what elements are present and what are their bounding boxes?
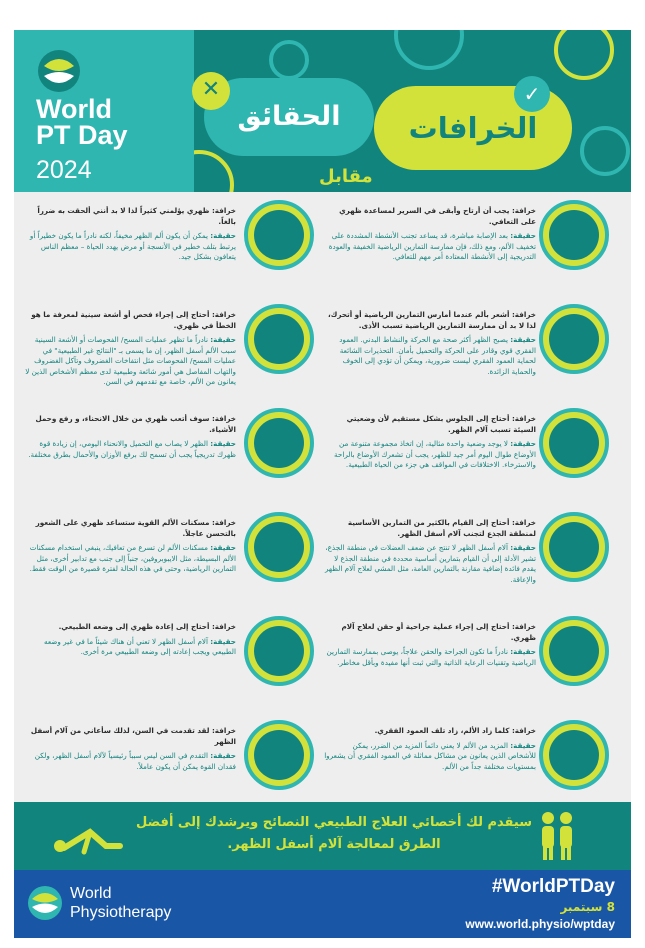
myth-label: خرافة: xyxy=(511,726,536,735)
myth-statement: أحتاج إلى إجراء فحص أو أشعة سينية لمعرفة ما هو الخطأ في ظهري. xyxy=(31,310,236,330)
myth-statement: لقد تقدمت في السن، لذلك سأعاني من آلام أسفل الظهر xyxy=(30,726,236,746)
fact-text xyxy=(24,751,236,772)
fact-text xyxy=(24,637,236,658)
fact-label: حقيقة: xyxy=(210,636,236,646)
fact-statement: يصبح الظهر أكثر صحة مع الحركة والنشاط البدني. العمود الفقري قوي وقادر على الحركة والتحميل بأمان. التحذيرات الشائعة لحماية العمود الفقري ليست ضرورية، ويمكن أن تؤدي إلى الخوف والحماية الزائدة. xyxy=(339,335,536,376)
fact-text xyxy=(24,335,236,388)
fact-label: حقيقة: xyxy=(210,751,236,760)
card-text xyxy=(324,726,536,772)
myth-label: خرافة: xyxy=(211,622,236,631)
poster xyxy=(14,30,631,938)
myth-text xyxy=(24,310,236,331)
card-text xyxy=(24,310,236,388)
card-text xyxy=(24,726,236,772)
fact-text xyxy=(324,741,536,773)
facts-title: الحقائق xyxy=(237,101,341,132)
fact-statement: لا يوجد وضعية واحدة مثالية، إن اتخاذ مجموعة متنوعة من الأوضاع طوال اليوم أمر جيد للظهر، يجب أن تشعرك الأوضاع بالراحة والاسترخاء. الاختلافات في المواقف هي جزء من الحياة الطبيعية. xyxy=(334,439,536,469)
fact-label: حقيقة: xyxy=(510,231,536,240)
icon-core xyxy=(254,730,304,780)
icon-core xyxy=(549,730,599,780)
myth-fact-card xyxy=(24,614,324,718)
myth-text xyxy=(324,310,536,331)
myth-statement: أحتاج إلى الجلوس بشكل مستقيم لأن وضعيتي السيئة تسبب آلام الظهر. xyxy=(346,414,536,434)
fact-statement: يمكن أن يكون ألم الظهر مخيفاً، لكنه نادراً ما يكون خطيراً أو يرتبط بتلف خطير في الأنسجة أو مرض يهدد الحياة – معظم الناس يتعافون بشكل جيد. xyxy=(29,231,236,261)
fact-text xyxy=(24,439,236,460)
event-date: 8 سبتمبر xyxy=(560,900,615,914)
fact-label: حقيقة: xyxy=(210,231,236,240)
myth-label: خرافة: xyxy=(211,414,236,423)
card-row xyxy=(24,510,624,614)
fact-label: حقيقة: xyxy=(210,335,236,344)
card-text xyxy=(324,414,536,471)
myth-label: خرافة: xyxy=(511,622,536,631)
decorative-ring xyxy=(269,40,309,80)
myth-fact-card xyxy=(24,302,324,406)
stretching-person-icon xyxy=(50,824,124,858)
myth-text xyxy=(24,726,236,747)
myth-text xyxy=(24,622,236,633)
situp-icon xyxy=(539,512,609,582)
fact-label: حقيقة: xyxy=(510,740,536,750)
myth-statement: سوف أتعب ظهري من خلال الانحناء، و رفع وحمل الأشياء. xyxy=(35,414,236,434)
check-icon: ✓ xyxy=(514,76,550,112)
fact-text xyxy=(324,543,536,585)
icon-core xyxy=(549,522,599,572)
hashtag: #WorldPTDay xyxy=(491,876,615,897)
fact-statement: المزيد من الألم لا يعني دائماً المزيد من الضرر، يمكن للأشخاص الذين يعانون من مشاكل مماثلة في العمود الفقري أن يشعروا بمستويات مختلفة جداً من الألم. xyxy=(324,740,536,771)
fact-statement: نادراً ما تكون الجراحة والحقن علاجاً، يوصى بممارسة التمارين الرياضية وتقنيات الرعاية الذاتية والتي ثبت أنها مفيدة وبأقل مخاطر. xyxy=(326,647,536,667)
bent-person-icon xyxy=(539,304,609,374)
myth-label: خرافة: xyxy=(511,206,536,215)
myth-label: خرافة: xyxy=(511,310,536,319)
myth-text xyxy=(324,206,536,227)
card-text xyxy=(24,518,236,575)
icon-core xyxy=(254,418,304,468)
myth-fact-card xyxy=(324,198,624,302)
myth-label: خرافة: xyxy=(211,206,236,215)
decorative-ring xyxy=(554,30,614,80)
myth-statement: أحتاج إلى إجراء عملية جراحية أو حقن لعلاج آلام ظهري. xyxy=(341,622,536,642)
fact-statement: التقدم في السن ليس سبباً رئيسياً لآلام أسفل الظهر، ولكن فقدان القوة يمكن أن يكون عاملاً. xyxy=(34,751,236,771)
advice-banner xyxy=(14,802,631,870)
fact-statement: مسكنات الألم لن تسرع من تعافيك، ينبغي استخدام مسكنات الألم البسيطة، مثل الايبوبروفين، جنباً إلى جنب مع تدابير أخرى، مثل التمارين الرياضية، وحتى في هذه الحالة لفترة قصيرة من الوقت فقط. xyxy=(29,543,236,573)
card-row xyxy=(24,406,624,510)
lifting-box-icon xyxy=(244,408,314,478)
logo-panel xyxy=(14,30,194,192)
myth-text xyxy=(324,622,536,643)
footer xyxy=(14,870,631,938)
org-line2: Physiotherapy xyxy=(70,904,172,921)
card-text xyxy=(324,206,536,263)
card-text xyxy=(324,518,536,585)
myth-fact-card xyxy=(324,302,624,406)
myth-text xyxy=(324,414,536,435)
fact-text xyxy=(324,439,536,471)
myth-text xyxy=(24,414,236,435)
myth-statement: يجب أن أرتاح وأبقى في السرير لمساعدة ظهري على التعافي. xyxy=(339,206,536,226)
org-name xyxy=(70,884,171,922)
myth-statement: أشعر بألم عندما أمارس التمارين الرياضية أو أتحرك، لذا لا بد أن ممارسة التمارين الرياضية تسبب الأذى. xyxy=(328,310,536,330)
myth-fact-card xyxy=(324,614,624,718)
fact-statement: آلام أسفل الظهر لا تنتج عن ضعف العضلات في منطقة الجذع، تشير الأدلة إلى أن القيام بتمارين أساسية محددة في منطقة الجذع لا يقدم فائدة إضافية مقارنة بالتمارين العامة، مثل المشي لعلاج آلام الظهر والإعاقة. xyxy=(324,543,536,584)
logo-title xyxy=(36,96,128,148)
world-pt-day-logo-icon xyxy=(36,48,82,94)
icon-core xyxy=(549,418,599,468)
fact-statement: نادراً ما تظهر عمليات المسح/ الفحوصات أو الأشعة السينية سبب الألم أسفل الظهر، إن ما يسمى بـ "النتائج غير الطبيعية" في عمليات المسح/ الفحوصات مثل انتفاخات الغضروف وتآكل الغضروف والتهاب المفاصل هي أمور شائعة وطبيعية لدى معظم الأشخاص الذين لا يعانون من الألم، خاصة مع تقدمهم في السن. xyxy=(25,335,236,386)
icon-core xyxy=(254,314,304,364)
myth-text xyxy=(324,726,536,737)
icon-core xyxy=(254,522,304,572)
myth-label: خرافة: xyxy=(511,414,536,423)
myth-label: خرافة: xyxy=(211,518,236,527)
icon-core xyxy=(254,626,304,676)
card-row xyxy=(24,302,624,406)
fact-label: حقيقة: xyxy=(510,335,536,344)
header xyxy=(14,30,631,192)
spine-icon xyxy=(244,616,314,686)
world-physiotherapy-logo-icon xyxy=(26,884,64,922)
banner-text: سيقدم لك أخصائي العلاج الطبيعي النصائح ويرشدك إلى أفضل الطرق لمعالجة آلام أسفل الظهر. xyxy=(136,815,532,852)
logo-line2: PT Day xyxy=(36,120,128,150)
fact-label: حقيقة: xyxy=(510,647,536,656)
myth-fact-card xyxy=(324,510,624,614)
decorative-ring xyxy=(394,30,464,70)
website-url[interactable]: www.world.physio/wptday xyxy=(465,917,615,931)
fact-label: حقيقة: xyxy=(510,439,536,448)
myth-text xyxy=(24,518,236,539)
card-text xyxy=(324,622,536,668)
myth-text xyxy=(24,206,236,227)
myth-fact-card xyxy=(24,406,324,510)
myth-statement: أحتاج إلى إعادة ظهري إلى وضعه الطبيعي. xyxy=(58,622,210,631)
cross-icon: ✕ xyxy=(192,72,230,110)
fact-statement: آلام أسفل الظهر لا تعني أن هناك شيئاً ما في غير وضعه الطبيعي ويجب إعادته إلى وضعه الطبيعي مرة أخرى. xyxy=(43,636,236,656)
icon-core xyxy=(549,626,599,676)
physio-patient-icon xyxy=(534,810,580,862)
fact-text xyxy=(24,543,236,575)
myth-statement: مسكنات الألم القوية ستساعد ظهري على الشعور بالتحسن عاجلاً. xyxy=(35,518,236,538)
walker-icon xyxy=(244,720,314,790)
fact-label: حقيقة: xyxy=(510,543,536,552)
myth-text xyxy=(324,518,536,539)
fact-statement: الظهر لا يصاب مع التحميل والانحناء اليومي، إن زيادة قوة ظهرك تدريجياً يجب أن تسمح لك برفع الأوزان والأحمال بطرق مختلفة. xyxy=(28,439,236,459)
fact-text xyxy=(324,231,536,263)
myth-label: خرافة: xyxy=(511,518,536,527)
myth-label: خرافة: xyxy=(211,310,236,319)
card-row xyxy=(24,614,624,718)
bed-icon xyxy=(539,200,609,270)
spine-pelvis-icon xyxy=(244,304,314,374)
card-text xyxy=(324,310,536,377)
versus-label: مقابل xyxy=(319,166,373,187)
card-text xyxy=(24,414,236,460)
fact-text xyxy=(24,231,236,263)
fact-text xyxy=(324,335,536,377)
logo-line1: World xyxy=(36,94,112,124)
icon-core xyxy=(549,314,599,364)
myth-label: خرافة: xyxy=(211,726,236,735)
myth-statement: ظهري يؤلمني كثيراً لذا لا بد أنني ألحقت به ضرراً بالغاً. xyxy=(37,206,236,226)
fact-label: حقيقة: xyxy=(210,543,236,552)
fact-label: حقيقة: xyxy=(210,439,236,448)
sitting-person-icon xyxy=(539,408,609,478)
myth-fact-card xyxy=(324,406,624,510)
myth-statement: كلما زاد الألم، زاد تلف العمود الفقري. xyxy=(374,726,510,735)
syringe-icon xyxy=(539,616,609,686)
medicine-bottle-icon xyxy=(244,512,314,582)
icon-core xyxy=(254,210,304,260)
logo-year: 2024 xyxy=(36,156,92,184)
target-icon xyxy=(244,200,314,270)
card-text xyxy=(24,206,236,263)
card-text xyxy=(24,622,236,658)
head-in-hands-icon xyxy=(539,720,609,790)
fact-statement: بعد الإصابة مباشرة، قد يساعد تجنب الأنشطة المشددة على تخفيف الألم، ومع ذلك، فإن ممارسة التمارين الرياضية الخفيفة والعودة التدريجية إلى الأنشطة المعتادة أمر مهم للتعافي. xyxy=(328,231,536,261)
icon-core xyxy=(549,210,599,260)
myth-statement: أحتاج إلى القيام بالكثير من التمارين الأساسية لمنطقة الجذع لتجنب آلام أسفل الظهر. xyxy=(347,518,536,538)
org-line1: World xyxy=(70,885,112,902)
myth-fact-card xyxy=(24,510,324,614)
decorative-ring xyxy=(580,126,630,176)
myth-fact-card xyxy=(24,198,324,302)
fact-text xyxy=(324,647,536,668)
myths-title: الخرافات xyxy=(408,111,538,145)
card-row xyxy=(24,198,624,302)
